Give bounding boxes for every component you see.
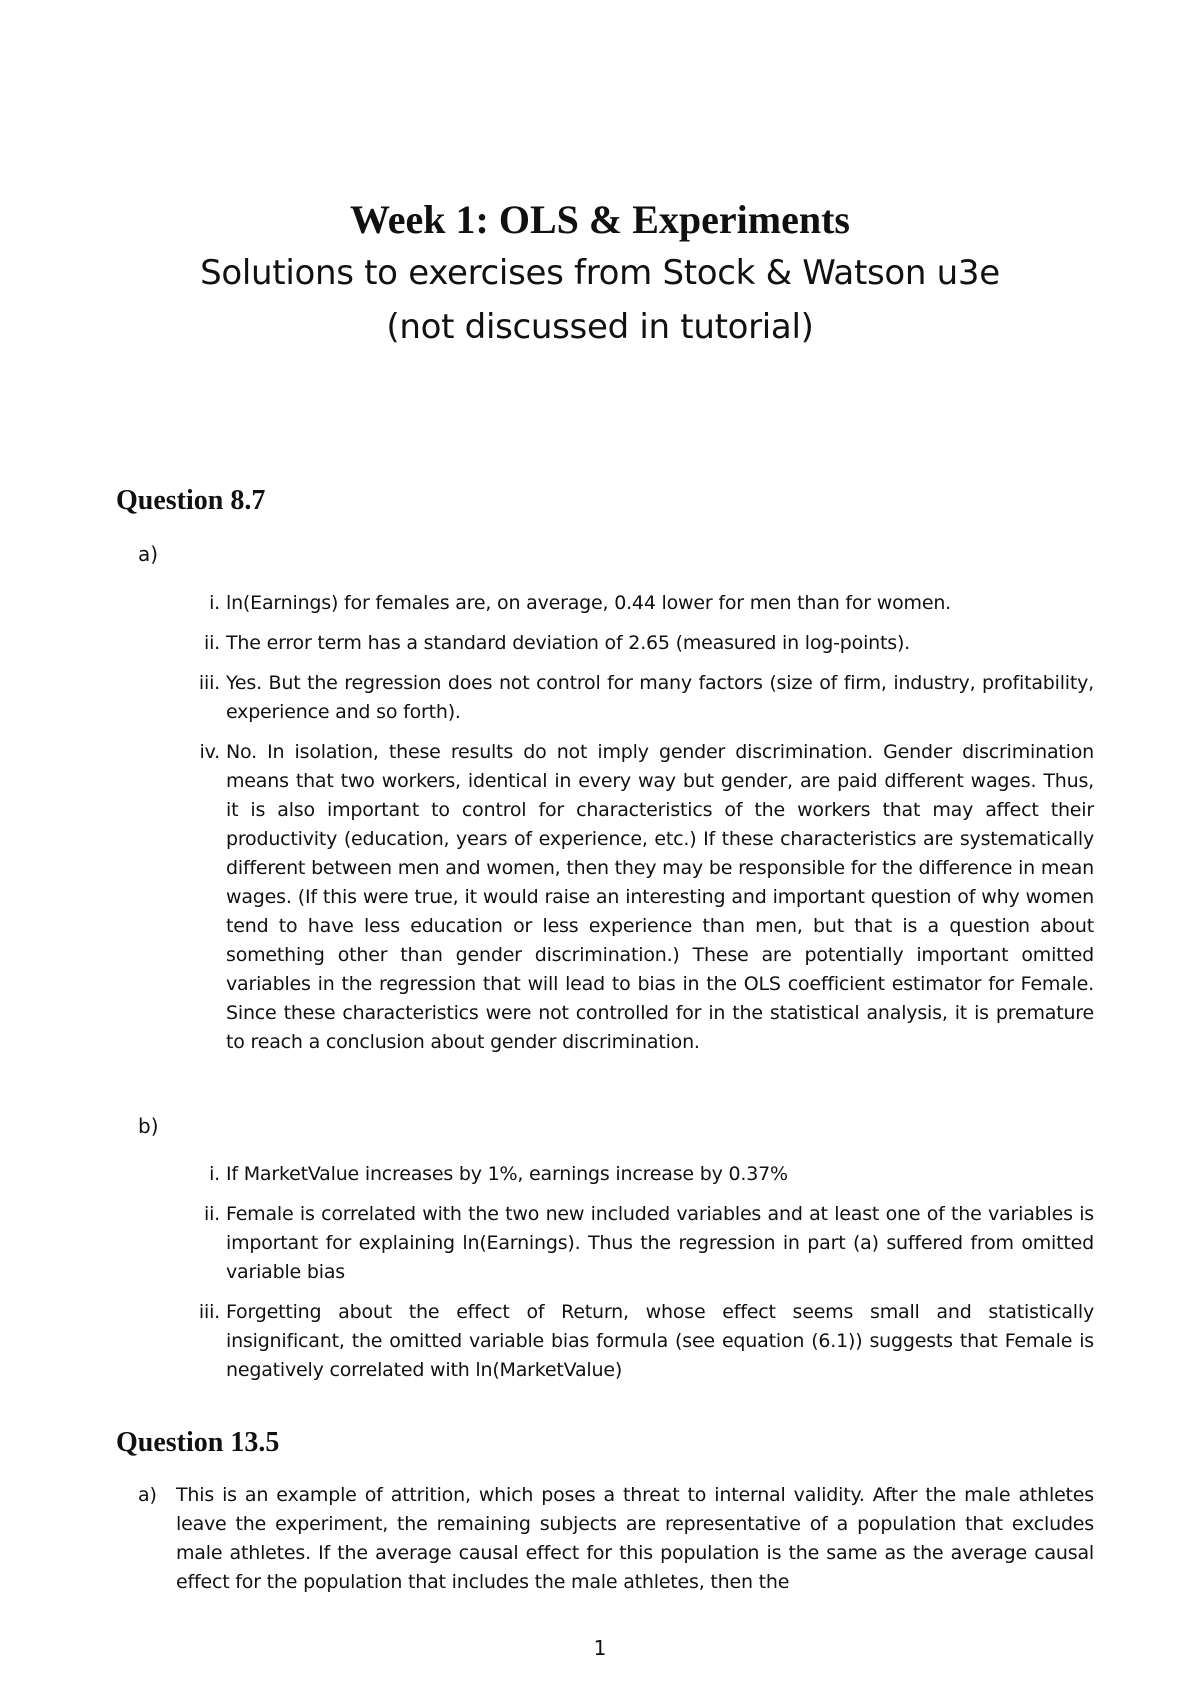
list-item [170,589,1094,618]
list-marker: iv. [199,741,220,763]
part-a-list [170,589,1094,1068]
list-item-text: Yes. But the regression does not control for many factors (size of firm, industry, profitability, experience and so forth). [226,672,1094,723]
list-item-text: Forgetting about the effect of Return, whose effect seems small and statistically insignificant, the omitted variable bias formula (see equation (6.1)) suggests that Female is negatively correlated with ln(MarketValue) [226,1301,1094,1381]
list-item-text: ln(Earnings) for females are, on average, 0.44 lower for men than for women. [226,592,952,614]
document-subtitle-line2: (not discussed in tutorial) [386,307,814,347]
list-item [170,1160,1094,1189]
list-item-text: If MarketValue increases by 1%, earnings increase by 0.37% [226,1163,788,1185]
list-item [170,738,1094,1057]
list-item [170,1298,1094,1385]
list-item [170,629,1094,658]
document-subtitle-line1: Solutions to exercises from Stock & Watson u3e [200,253,1000,293]
section-heading-q87: Question 8.7 [116,485,266,516]
list-item [170,669,1094,727]
list-marker: i. [209,1163,220,1185]
document-title: Week 1: OLS & Experiments [350,197,850,242]
q135-list [138,1481,1094,1597]
list-marker: i. [209,592,220,614]
list-item-text: Female is correlated with the two new included variables and at least one of the variables is important for explaining ln(Earnings). Thus the regression in part (a) suffered from omitted variable bias [226,1203,1094,1283]
list-marker: ii. [204,632,220,654]
list-item [170,1200,1094,1287]
list-marker: iii. [198,672,220,694]
list-marker: ii. [204,1203,220,1225]
list-item-text: The error term has a standard deviation of 2.65 (measured in log-points). [226,632,911,654]
list-marker: a) [138,1484,157,1506]
list-item-text: No. In isolation, these results do not imply gender discrimination. Gender discrimination means that two workers, identical in every way but gender, are paid different wages. Thus, it is also important to control for characteristics of the workers that may affect their productivity (education, years of experience, etc.) If these characteristics are systematically different between men and women, then they may be responsible for the difference in mean wages. (If this were true, it would raise an interesting and important question of why women tend to have less education or less experience than men, but that is a question about something other than gender discrimination.) These are potentially important omitted variables in the regression that will lead to bias in the OLS coefficient estimator for Female. Since these characteristics were not controlled for in the statistical analysis, it is premature to reach a conclusion about gender discrimination. [226,741,1094,1053]
page-number: 1 [593,1636,607,1660]
list-item-text: This is an example of attrition, which poses a threat to internal validity. After the male athletes leave the experiment, the remaining subjects are representative of a population that excludes male athletes. If the average causal effect for this population is the same as the average causal effect for the population that includes the male athletes, then the [176,1484,1094,1593]
part-label-b: b) [138,1114,159,1138]
title-block [0,196,1200,352]
list-marker: iii. [198,1301,220,1323]
part-label-a: a) [138,542,159,566]
part-b-list [170,1160,1094,1396]
list-item [138,1481,1094,1597]
section-heading-q135: Question 13.5 [116,1427,280,1458]
